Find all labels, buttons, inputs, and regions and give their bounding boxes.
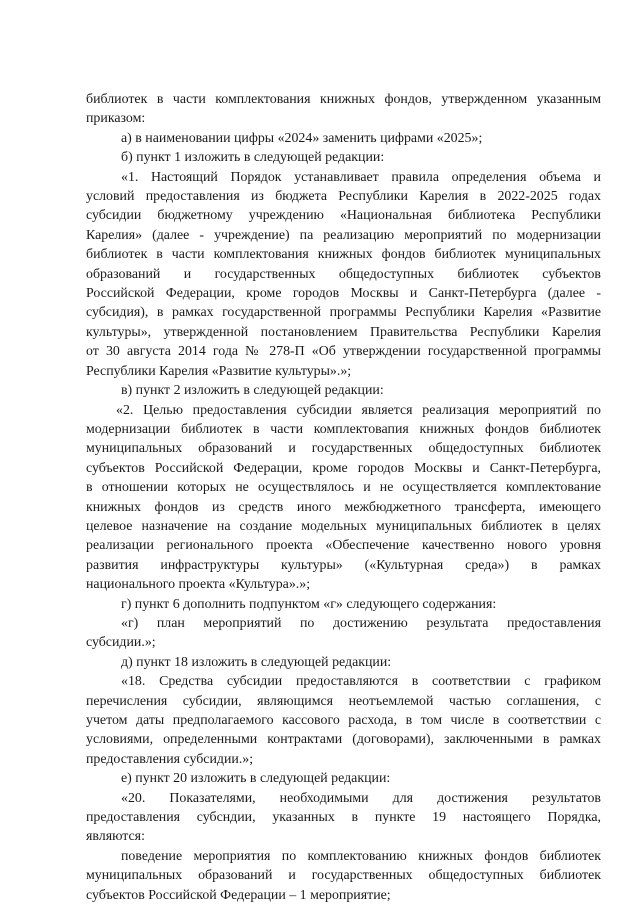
clause-1-line: условий предоставления из бюджета Республики Карелия в 2022-2025 годах <box>86 189 601 205</box>
clause-2-line: национального проекта «Культура».»; <box>86 577 311 593</box>
clause-18-line: «18. Средства субсидии предоставляются в соответствии с графиком <box>121 674 601 690</box>
clause-1-line: образований и государственных общедоступных библиотек субъектов <box>86 266 601 282</box>
clause-18-line: условиями, определенными контрактами (договорами), заключенными в рамках <box>86 732 601 748</box>
intro-line: библиотек в части комплектования книжных фондов, утвержденном указанным <box>86 92 601 107</box>
clause-1-line: Российской Федерации, кроме городов Москвы и Санкт-Петербурга (далее - <box>86 286 601 302</box>
item-b: б) пункт 1 изложить в следующей редакции: <box>121 150 385 166</box>
indicator-1-line: поведение мероприятия по комплектованию книжных фондов библиотек <box>121 848 601 864</box>
clause-1-line: «1. Настоящий Порядок устанавливает правила определения объема и <box>121 169 601 185</box>
indicator-1-paragraph <box>86 847 601 905</box>
subclause-g-paragraph <box>86 614 601 653</box>
clause-1-line: субсидии бюджетному учреждению «Национальная библиотека Республики <box>86 208 601 224</box>
clause-2-line: в отношении которых не осуществлялось и не осуществляется комплектование <box>86 480 601 496</box>
subclause-g-line: «г) план мероприятий по достижению результата предоставления <box>121 615 601 631</box>
clause-1-line: субсидия), в рамках государственной программы Республики Карелия «Развитие <box>86 305 601 321</box>
clause-18-line: предоставления субсидии.»; <box>86 751 254 767</box>
clause-18-line: учетом даты предполагаемого кассового расхода, в том числе в соответствии с <box>86 713 601 728</box>
clause-2-line: муниципальных образований и государственных общедоступных библиотек <box>86 441 601 457</box>
clause-18-paragraph <box>86 672 601 769</box>
clause-20-line: являются: <box>86 829 145 845</box>
clause-1-line: библиотек в части комплектования книжных фондов библиотек муниципальных <box>86 247 601 263</box>
item-v: в) пункт 2 изложить в следующей редакции: <box>121 383 384 399</box>
intro-line: приказом: <box>86 111 146 127</box>
clause-1-line: от 30 августа 2014 года № 278-П «Об утверждении государственной программы <box>86 344 601 360</box>
clause-2-line: целевое назначение на создание модельных муниципальных библиотек в целях <box>86 518 601 534</box>
indicator-1-line: муниципальных образований и государственных общедоступных библиотек <box>86 868 601 884</box>
item-g: г) пункт 6 дополнить подпунктом «г» следующего содержания: <box>121 596 497 612</box>
item-d: д) пункт 18 изложить в следующей редакции: <box>121 654 392 670</box>
item-a: а) в наименовании цифры «2024» заменить цифрами «2025»; <box>121 130 483 146</box>
clause-2-line: «2. Целью предоставления субсидии является реализация мероприятий по <box>116 402 601 418</box>
clause-1-line: Республики Карелия «Развитие культуры».»; <box>86 363 352 379</box>
intro-text <box>86 90 601 129</box>
intro-paragraph <box>86 90 601 129</box>
clause-2-line: модернизации библиотек в части комплектовапия книжных фондов библиотек <box>86 421 601 437</box>
document-body <box>86 90 601 905</box>
clause-2-line: книжных фондов из средств иного межбюджетного трансферта, имеющего <box>86 499 601 515</box>
clause-2-line: субъектов Российской Федерации, кроме городов Москвы и Санкт-Петербурга, <box>86 460 601 476</box>
clause-20-line: предоставления субсндии, указанных в пункте 19 настоящего Порядка, <box>86 810 601 826</box>
clause-1-line: культуры», утвержденной постановлением Правительства Республики Карелия <box>86 324 601 340</box>
clause-2-paragraph <box>86 401 601 595</box>
clause-1-line: Карелия» (далее - учреждение) па реализацию мероприятий по модернизации <box>86 227 601 243</box>
subclause-g-line: субсидии.»; <box>86 635 156 651</box>
clause-2-line: реализации регионального проекта «Обеспечение качественно нового уровня <box>86 538 601 554</box>
indicator-1-line: субъектов Российской Федерации – 1 мероприятие; <box>86 887 391 903</box>
clause-18-line: перечисления субсидии, являющимся неотъемлемой частью соглашения, с <box>86 693 601 709</box>
clause-20-line: «20. Показателями, необходимыми для достижения результатов <box>121 790 601 806</box>
clause-2-line: развития инфраструктуры культуры» («Культурная среда») в рамках <box>86 557 601 573</box>
clause-1-paragraph <box>86 168 601 381</box>
item-e: е) пункт 20 изложить в следующей редакции: <box>121 771 391 787</box>
clause-20-paragraph <box>86 789 601 847</box>
